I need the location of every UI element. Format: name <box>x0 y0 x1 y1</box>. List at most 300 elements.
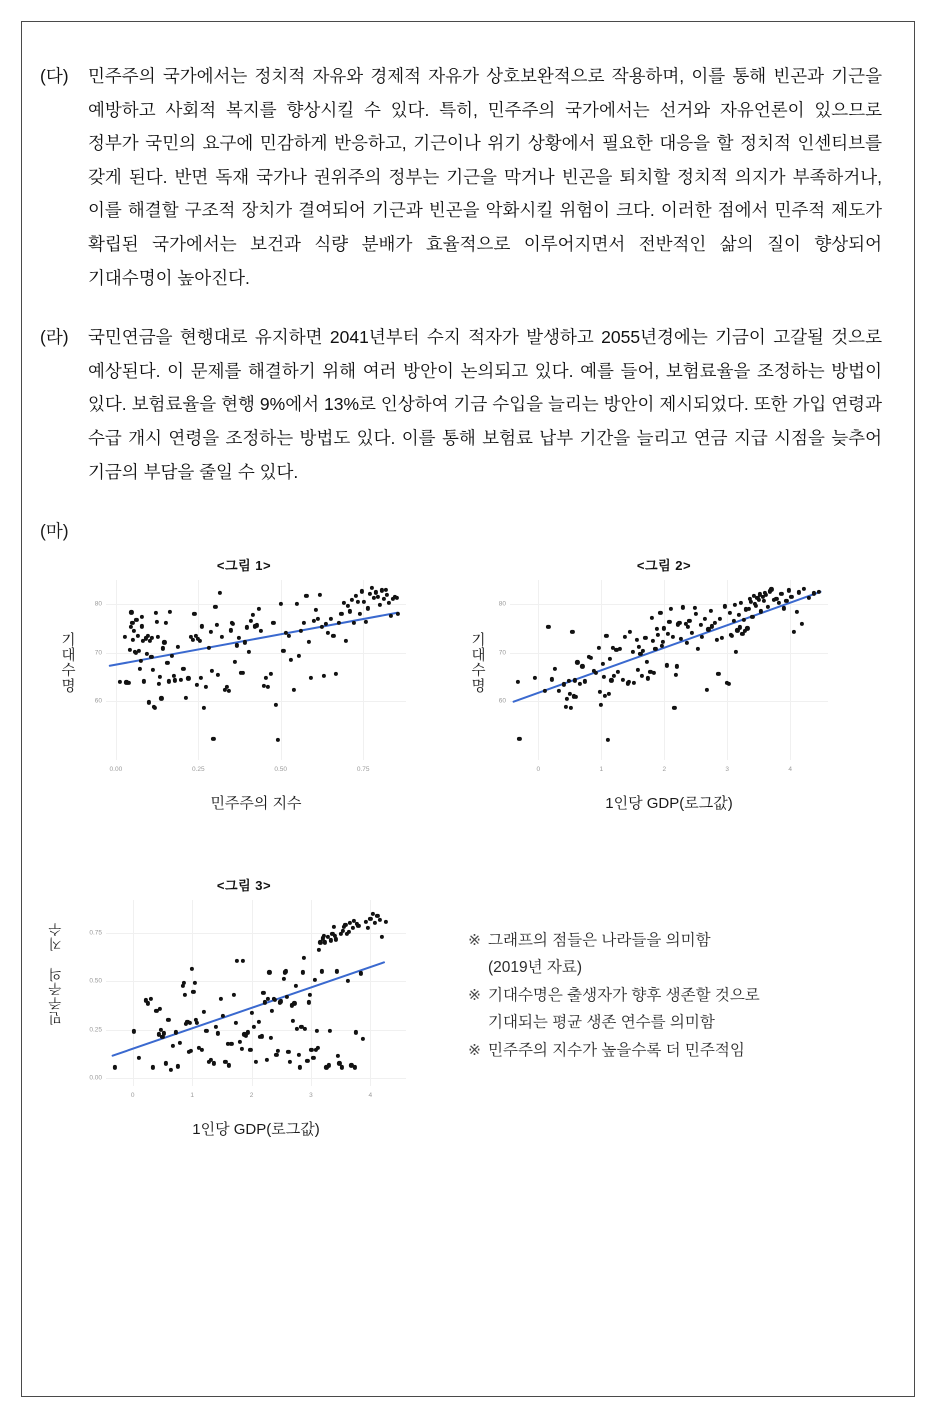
data-point <box>301 970 305 974</box>
data-point <box>561 682 565 686</box>
data-point <box>140 624 144 628</box>
x-tick-label: 3 <box>309 1091 313 1099</box>
data-point <box>171 1044 175 1048</box>
y-tick-label: 70 <box>498 649 506 657</box>
data-point <box>636 668 640 672</box>
x-tick-label: 4 <box>368 1091 373 1099</box>
data-point <box>276 738 280 742</box>
gridline-vertical <box>363 580 364 760</box>
data-point <box>140 615 144 619</box>
data-point <box>736 613 740 617</box>
gridline-horizontal <box>106 701 406 702</box>
data-point <box>637 645 641 649</box>
gridline-vertical <box>198 580 199 760</box>
data-point <box>200 1048 204 1052</box>
data-point <box>158 1007 162 1011</box>
data-point <box>321 674 325 678</box>
data-point <box>139 659 143 663</box>
gridline-horizontal <box>106 981 406 982</box>
data-point <box>190 966 194 970</box>
data-point <box>381 597 385 601</box>
data-point <box>546 625 550 629</box>
data-point <box>612 674 616 678</box>
data-point <box>323 940 327 944</box>
data-point <box>284 969 288 973</box>
data-point <box>628 630 632 634</box>
data-point <box>359 971 363 975</box>
data-point <box>320 625 324 629</box>
data-point <box>364 619 368 623</box>
data-point <box>607 692 611 696</box>
gridline-vertical <box>252 900 253 1086</box>
gridline-horizontal <box>510 653 828 654</box>
data-point <box>216 1031 220 1035</box>
data-point <box>118 680 122 684</box>
paragraph-da <box>32 60 904 295</box>
gridline-vertical <box>281 580 282 760</box>
data-point <box>340 1065 344 1069</box>
data-point <box>723 604 727 608</box>
note-mark-icon: ※ <box>468 1042 481 1060</box>
data-point <box>807 596 811 600</box>
data-point <box>181 667 185 671</box>
gridline-horizontal <box>510 701 828 702</box>
data-point <box>162 1031 166 1035</box>
figure-2 <box>454 555 874 813</box>
data-point <box>159 696 163 700</box>
data-point <box>331 925 335 929</box>
data-point <box>681 605 685 609</box>
data-point <box>285 995 289 999</box>
data-point <box>754 604 758 608</box>
data-point <box>792 630 796 634</box>
x-tick-label: 2 <box>249 1091 254 1099</box>
data-point <box>158 674 162 678</box>
data-point <box>166 1018 170 1022</box>
x-tick-label: 0.50 <box>274 765 288 773</box>
data-point <box>154 611 158 615</box>
data-point <box>305 1058 309 1062</box>
y-tick-label: 80 <box>498 600 506 608</box>
figure-2-plot-area <box>510 580 828 760</box>
data-point <box>151 1065 155 1069</box>
data-point <box>769 587 773 591</box>
note-continuation: 기대되는 평균 생존 연수를 의미함 <box>488 1014 715 1032</box>
data-point <box>733 603 737 607</box>
data-point <box>750 615 754 619</box>
data-point <box>293 984 297 988</box>
x-tick-label: 4 <box>788 765 793 773</box>
data-point <box>655 627 659 631</box>
data-point <box>817 590 821 594</box>
data-point <box>231 622 235 626</box>
data-point <box>243 640 247 644</box>
data-point <box>609 678 613 682</box>
x-tick-label: 1 <box>599 765 604 773</box>
data-point <box>151 668 155 672</box>
data-point <box>176 1064 180 1068</box>
data-point <box>385 593 389 597</box>
y-tick-label: 60 <box>94 697 102 705</box>
y-tick-label: 0.75 <box>89 929 102 937</box>
gridline-horizontal <box>106 653 406 654</box>
data-point <box>361 1037 365 1041</box>
data-point <box>550 677 554 681</box>
figure-1-plot-area <box>106 580 406 760</box>
data-point <box>713 621 717 625</box>
figure-2-trendline <box>512 590 821 702</box>
data-point <box>287 634 291 638</box>
data-point <box>137 1056 141 1060</box>
data-point <box>646 676 650 680</box>
data-point <box>354 1030 358 1034</box>
data-point <box>173 678 177 682</box>
x-tick-label: 2 <box>662 765 667 773</box>
data-point <box>168 610 172 614</box>
data-point <box>130 621 134 625</box>
data-point <box>331 634 335 638</box>
gridline-horizontal <box>106 604 406 605</box>
data-point <box>600 662 604 666</box>
data-point <box>594 671 598 675</box>
data-point <box>123 635 127 639</box>
data-point <box>298 1065 302 1069</box>
data-point <box>348 609 352 613</box>
data-point <box>716 672 720 676</box>
data-point <box>191 990 195 994</box>
data-point <box>164 620 168 624</box>
data-point <box>219 996 223 1000</box>
data-point <box>327 1063 331 1067</box>
data-point <box>164 1061 168 1065</box>
data-point <box>564 705 568 709</box>
x-tick-label: 0 <box>536 765 541 773</box>
figure-3-plot-area <box>106 900 406 1086</box>
data-point <box>666 632 670 636</box>
data-point <box>356 924 360 928</box>
data-point <box>234 1021 238 1025</box>
data-point <box>329 617 333 621</box>
data-point <box>269 672 273 676</box>
note-line <box>468 927 868 955</box>
y-tick-label: 0.50 <box>89 977 102 985</box>
data-point <box>229 1042 233 1046</box>
data-point <box>257 607 261 611</box>
paragraph-ra-text: 국민연금을 현행대로 유지하면 2041년부터 수지 적자가 발생하고 2055년경에는 기금이 고갈될 것으로 예상된다. 이 문제를 해결하기 위해 여러 방안이 논의되고 있다. 예를 들어, 보험료율을 조정하는 방법이 있다. 보험료율을 현행 9%에서 13%로 인상하여 기금 수입을 늘리는 방안이 제시되었다. 또한 가입 연령과 수급 개시 연령을 조정하는 방법도 있다. 이를 통해 보험료 납부 기간을 늘리고 연금 지급 시점을 늦추어 기금의 부담을 줄일 수 있다. <box>88 327 882 482</box>
data-point <box>271 621 275 625</box>
data-point <box>191 638 195 642</box>
data-point <box>249 619 253 623</box>
data-point <box>304 594 308 598</box>
data-point <box>395 596 399 600</box>
data-point <box>227 1063 231 1067</box>
data-point <box>687 618 691 622</box>
data-point <box>200 624 204 628</box>
x-tick-label: 3 <box>725 765 730 773</box>
data-point <box>384 920 388 924</box>
data-point <box>645 660 649 664</box>
data-point <box>782 606 786 610</box>
note-line <box>468 982 868 1010</box>
figure-1-plot <box>44 580 444 786</box>
gridline-vertical <box>664 580 665 760</box>
y-tick-label: 70 <box>94 649 102 657</box>
data-point <box>794 610 798 614</box>
data-point <box>583 679 587 683</box>
data-point <box>573 678 577 682</box>
data-point <box>132 1029 136 1033</box>
data-point <box>383 588 387 592</box>
data-point <box>235 643 239 647</box>
paragraph-ra <box>32 321 904 489</box>
data-point <box>316 617 320 621</box>
data-point <box>240 1047 244 1051</box>
data-point <box>316 1046 320 1050</box>
data-point <box>291 1019 295 1023</box>
data-point <box>252 1025 256 1029</box>
data-point <box>270 1009 274 1013</box>
data-point <box>218 591 222 595</box>
data-point <box>334 672 338 676</box>
data-point <box>606 738 610 742</box>
data-point <box>515 680 519 684</box>
figure-1 <box>44 555 444 813</box>
figure-2-y-axis-label: 기대수명 <box>471 632 486 695</box>
data-point <box>215 623 219 627</box>
figure-3-plot <box>44 900 444 1112</box>
data-point <box>652 671 656 675</box>
data-point <box>389 614 393 618</box>
data-point <box>764 593 768 597</box>
data-point <box>229 628 233 632</box>
data-point <box>297 654 301 658</box>
y-tick-label: 80 <box>94 600 102 608</box>
paragraph-ma-label: (마) <box>40 521 69 542</box>
data-point <box>263 675 267 679</box>
data-point <box>268 1036 272 1040</box>
data-point <box>797 590 801 594</box>
data-point <box>350 598 354 602</box>
data-point <box>211 737 215 741</box>
y-tick-label: 0.25 <box>89 1026 102 1034</box>
data-point <box>762 599 766 603</box>
data-point <box>129 610 133 614</box>
data-point <box>326 631 330 635</box>
data-point <box>286 1050 290 1054</box>
data-point <box>799 622 803 626</box>
data-point <box>651 639 655 643</box>
data-point <box>182 981 186 985</box>
note-text: 기대수명은 출생자가 향후 생존할 것으로 <box>488 986 760 1004</box>
data-point <box>604 634 608 638</box>
gridline-vertical <box>370 900 371 1086</box>
data-point <box>700 635 704 639</box>
data-point <box>779 592 783 596</box>
data-point <box>694 612 698 616</box>
data-point <box>705 688 709 692</box>
data-point <box>155 619 159 623</box>
data-point <box>259 629 263 633</box>
data-point <box>279 999 283 1003</box>
data-point <box>246 1030 250 1034</box>
figure-2-x-axis-label: 1인당 GDP(로그값) <box>605 794 733 812</box>
data-point <box>236 636 240 640</box>
data-point <box>718 617 722 621</box>
data-point <box>715 638 719 642</box>
data-point <box>618 647 622 651</box>
data-point <box>297 1053 301 1057</box>
data-point <box>533 676 537 680</box>
data-point <box>699 623 703 627</box>
figure-3-trendline <box>111 961 385 1057</box>
data-point <box>668 607 672 611</box>
figure-notes <box>468 875 868 1139</box>
data-point <box>261 684 265 688</box>
note-mark-icon: ※ <box>468 931 481 949</box>
gridline-vertical <box>116 580 117 760</box>
gridline-vertical <box>790 580 791 760</box>
data-point <box>674 673 678 677</box>
data-point <box>227 689 231 693</box>
data-point <box>623 635 627 639</box>
data-point <box>192 612 196 616</box>
x-tick-label: 0 <box>130 1091 135 1099</box>
y-tick-label: 60 <box>498 697 506 705</box>
note-continuation: (2019년 자료) <box>488 959 583 977</box>
data-point <box>255 623 259 627</box>
data-point <box>690 631 694 635</box>
data-point <box>254 1059 258 1063</box>
data-point <box>136 634 140 638</box>
data-point <box>597 646 601 650</box>
data-point <box>662 626 666 630</box>
data-point <box>178 678 182 682</box>
data-point <box>113 1065 117 1069</box>
data-point <box>169 1068 173 1072</box>
data-point <box>134 618 138 622</box>
data-point <box>634 638 638 642</box>
note-text: 그래프의 점들은 나라들을 의미함 <box>488 931 711 949</box>
data-point <box>209 630 213 634</box>
data-point <box>575 660 579 664</box>
data-point <box>671 635 675 639</box>
data-point <box>251 613 255 617</box>
data-point <box>299 629 303 633</box>
data-point <box>364 920 368 924</box>
figure-row-top <box>32 555 904 813</box>
data-point <box>241 671 245 675</box>
data-point <box>204 1028 208 1032</box>
data-point <box>747 607 751 611</box>
data-point <box>235 959 239 963</box>
data-point <box>156 635 160 639</box>
data-point <box>373 921 377 925</box>
data-point <box>317 948 321 952</box>
figure-3-title: <그림 3> <box>216 877 272 893</box>
data-point <box>726 682 730 686</box>
data-point <box>261 991 265 995</box>
data-point <box>589 655 593 659</box>
data-point <box>315 1028 319 1032</box>
x-tick-label: 0.00 <box>109 765 123 773</box>
data-point <box>311 1056 315 1060</box>
figures-section <box>32 555 904 1139</box>
data-point <box>292 688 296 692</box>
gridline-vertical <box>133 900 134 1086</box>
x-tick-label: 0.25 <box>191 765 205 773</box>
data-point <box>132 629 136 633</box>
data-point <box>336 1054 340 1058</box>
data-point <box>192 981 196 985</box>
data-point <box>343 923 347 927</box>
data-point <box>358 612 362 616</box>
data-point <box>702 617 706 621</box>
data-point <box>627 680 631 684</box>
data-point <box>266 685 270 689</box>
data-point <box>148 996 152 1000</box>
x-tick-label: 0.75 <box>356 765 370 773</box>
data-point <box>202 1010 206 1014</box>
figure-1-x-axis-label: 민주주의 지수 <box>210 794 302 812</box>
data-point <box>396 612 400 616</box>
data-point <box>789 595 793 599</box>
data-point <box>176 645 180 649</box>
data-point <box>696 647 700 651</box>
data-point <box>153 706 157 710</box>
data-point <box>183 993 187 997</box>
data-point <box>216 672 220 676</box>
data-point <box>621 678 625 682</box>
data-point <box>745 626 749 630</box>
document-content <box>32 60 904 1139</box>
gridline-vertical <box>727 580 728 760</box>
data-point <box>150 636 154 640</box>
data-point <box>366 606 370 610</box>
data-point <box>318 593 322 597</box>
gridline-horizontal <box>106 933 406 934</box>
gridline-horizontal <box>106 1078 406 1079</box>
data-point <box>569 706 573 710</box>
data-point <box>570 630 574 634</box>
data-point <box>245 625 249 629</box>
data-point <box>599 703 603 707</box>
data-point <box>276 1049 280 1053</box>
paragraph-da-text: 민주주의 국가에서는 정치적 자유와 경제적 자유가 상호보완적으로 작용하며, 이를 통해 빈곤과 기근을 예방하고 사회적 복지를 향상시킬 수 있다. 특히, 민주주의 국가에서는 선거와 자유언론이 있으므로 정부가 국민의 요구에 민감하게 반응하고, 기근이나 위기 상황에서 필요한 대응을 할 정치적 인센티브를 갖게 된다. 반면 독재 국가나 권위주의 정부는 기근을 막거나 빈곤을 퇴치할 정치적 의지가 부족하거나, 이를 해결할 구조적 장치가 결여되어 기근과 빈곤을 악화시킬 위험이 크다. 이러한 점에서 민주적 제도가 확립된 국가에서는 보건과 식량 분배가 효율적으로 이루어지면서 전반적인 삶의 질이 향상되어 기대수명이 높아진다. <box>88 66 882 288</box>
data-point <box>640 674 644 678</box>
data-point <box>380 934 384 938</box>
data-point <box>376 595 380 599</box>
data-point <box>665 663 669 667</box>
data-point <box>232 993 236 997</box>
data-point <box>320 969 324 973</box>
data-point <box>339 612 343 616</box>
x-tick-label: 1 <box>190 1091 194 1099</box>
data-point <box>371 912 375 916</box>
figure-1-title: <그림 1> <box>216 557 272 573</box>
data-point <box>728 611 732 615</box>
data-point <box>352 620 356 624</box>
data-point <box>643 636 647 640</box>
data-point <box>202 706 206 710</box>
data-point <box>328 1028 332 1032</box>
data-point <box>370 586 374 590</box>
data-point <box>318 940 322 944</box>
data-point <box>346 979 350 983</box>
data-point <box>161 646 165 650</box>
note-line <box>468 1037 868 1065</box>
gridline-horizontal <box>106 1030 406 1031</box>
data-point <box>346 604 350 608</box>
